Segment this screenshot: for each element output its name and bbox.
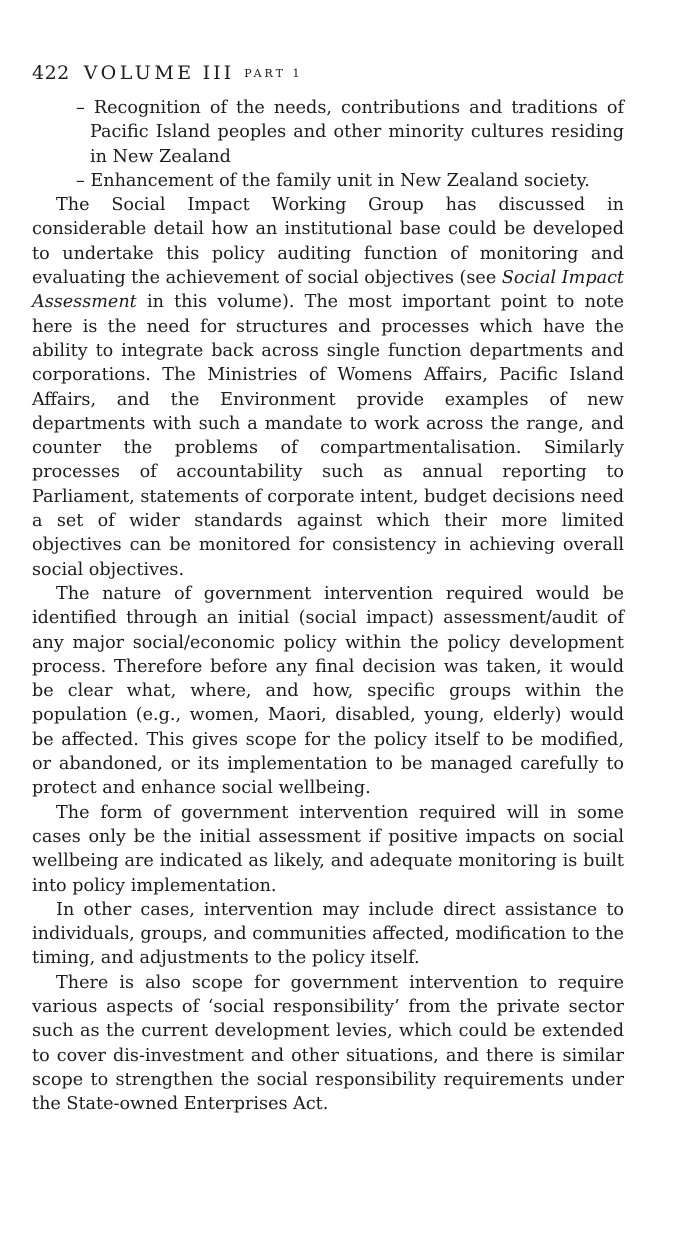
page-number: 422 bbox=[32, 62, 70, 84]
paragraph: The form of government intervention required will in some cases only be the initial assessment if positive impacts on social wellbeing are indicated as likely, and adequate monitoring is built into policy implementation. bbox=[32, 802, 624, 896]
paragraph: The nature of government intervention required would be identified through an initial (social impact) assessment/audit of any major social/economic policy within the policy development process. Therefore before any final decision was taken, it would be clear what, where, and how, specific groups within the population (e.g., women, Maori, disabled, young, elderly) would be affected. This gives scope for the policy itself to be modified, or abandoned, or its implementation to be managed carefully to protect and enhance social wellbeing. bbox=[32, 583, 624, 799]
paragraph: In other cases, intervention may include direct assistance to individuals, groups, and communities affected, modification to the timing, and adjustments to the policy itself. bbox=[32, 899, 624, 969]
volume-label: VOLUME bbox=[83, 62, 195, 84]
cross-reference: Social Impact Assessment bbox=[32, 268, 624, 313]
running-header bbox=[32, 62, 302, 84]
paragraph-text: in this volume). The most important point to note here is the need for structures and processes which have the ability to integrate back across single function departments and corporations. The Ministries of Womens Affairs, Pacific Island Affairs, and the Environment provide examples of new departments with such a mandate to work across the range, and counter the problems of compartmentalisation. Similarly processes of accountability such as annual reporting to Parliament, statements of corporate intent, budget decisions need a set of wider standards against which their more limited objectives can be monitored for consistency in achieving overall social objectives. bbox=[32, 292, 624, 580]
paragraph bbox=[32, 193, 624, 582]
volume-number: III bbox=[202, 62, 235, 84]
paragraph-text: The Social Impact Working Group has discussed in considerable detail how an institutional base could be developed to undertake this policy auditing function of monitoring and evaluating the achievement of social objectives (see bbox=[32, 195, 624, 289]
part-label: PART 1 bbox=[244, 67, 303, 80]
body-text bbox=[32, 96, 624, 1116]
paragraph: There is also scope for government intervention to require various aspects of ‘social responsibility’ from the private sector such as the current development levies, which could be extended to cover dis-investment and other situations, and there is similar scope to strengthen the social responsibility requirements under the State-owned Enterprises Act. bbox=[32, 972, 624, 1115]
list-item: – Recognition of the needs, contributions and traditions of Pacific Island peoples and other minority cultures residing in New Zealand bbox=[76, 98, 624, 167]
list-item: – Enhancement of the family unit in New Zealand society. bbox=[76, 170, 590, 191]
